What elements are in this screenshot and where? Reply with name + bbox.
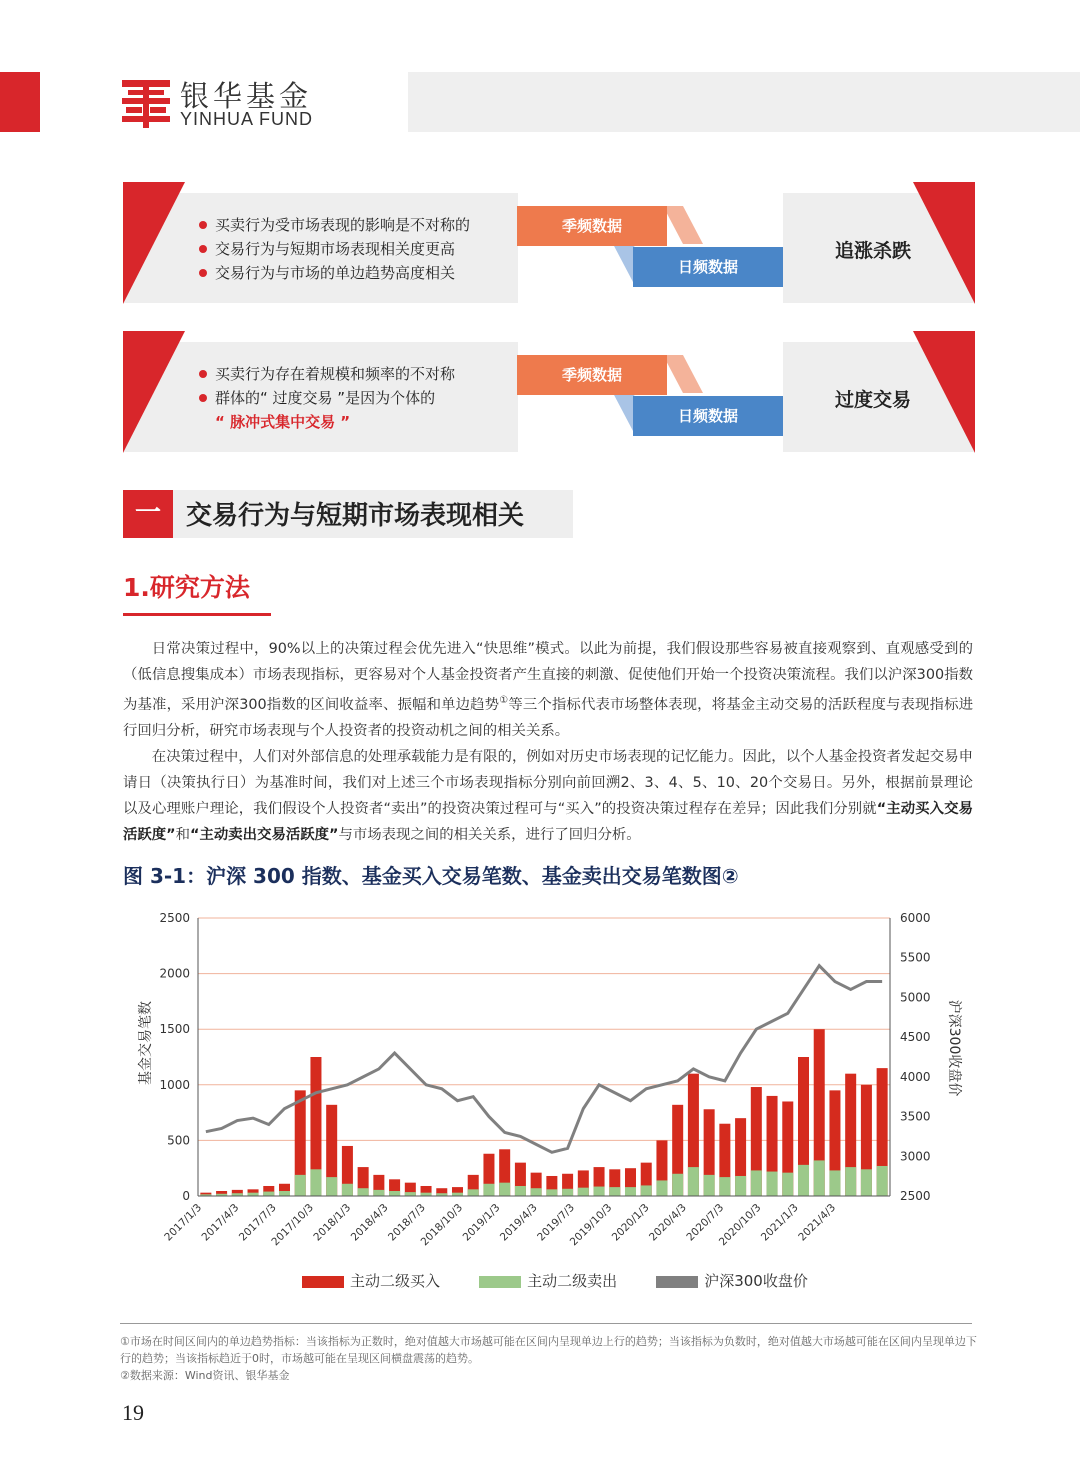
paragraph-emphasis: “主动卖出交易活跃度” xyxy=(190,826,339,843)
x-tick-label: 2017/10/3 xyxy=(269,1201,316,1249)
sell-bar xyxy=(358,1188,369,1196)
x-tick-label: 2018/4/3 xyxy=(348,1201,391,1244)
flow-block-2 xyxy=(123,331,975,453)
y2-tick-label: 6000 xyxy=(900,911,931,925)
sell-bar xyxy=(735,1176,746,1196)
sell-bar xyxy=(798,1165,809,1196)
subsection-title: 1.研究方法 xyxy=(123,573,250,602)
subsection-underline xyxy=(123,613,271,616)
x-tick-label: 2019/1/3 xyxy=(460,1201,503,1244)
paragraph-text: 日常决策过程中，90%以上的决策过程会优先进入“快思维”模式。以此为前提，我们假设那些容易被直接观察到、直观感受到的（低信息搜集成本）市场表现指标，更容易对个人基金投资者产生直接的刺激、促使他们开始一个投资决策流程。我们以沪深300指数为基准，采用沪深300指数的区间收益率、振幅和单边趋势 xyxy=(123,641,973,713)
y-tick-label: 2000 xyxy=(159,966,190,981)
chart xyxy=(120,900,980,1300)
sell-bar xyxy=(751,1170,762,1196)
x-tick-label: 2021/4/3 xyxy=(796,1201,839,1244)
legend-item-index xyxy=(656,1272,808,1290)
paragraph-text: 与市场表现之间的相关关系，进行了回归分析。 xyxy=(338,826,641,843)
paragraph-1 xyxy=(123,636,973,744)
sell-bar xyxy=(310,1169,321,1196)
sell-bar xyxy=(515,1186,526,1196)
paragraph-emphasis: “主动买入交易活跃度” xyxy=(123,800,973,843)
sell-bar xyxy=(704,1175,715,1196)
paragraph-text: 和 xyxy=(175,826,191,843)
x-tick-label: 2020/4/3 xyxy=(647,1201,689,1244)
sell-bar xyxy=(483,1184,494,1196)
x-tick-label: 2019/4/3 xyxy=(497,1201,540,1244)
y2-tick-label: 5000 xyxy=(900,990,931,1005)
sell-bar xyxy=(405,1192,416,1196)
sell-bar xyxy=(452,1193,463,1196)
y-tick-label: 0 xyxy=(182,1189,190,1203)
logo-chinese-name: 银华基金 xyxy=(180,79,313,113)
bullet-item: 交易行为与市场的单边趋势高度相关 xyxy=(199,261,470,285)
y2-tick-label: 3500 xyxy=(900,1109,931,1124)
flow-result-label: 追涨杀跌 xyxy=(834,240,911,262)
legend-item-buy xyxy=(302,1272,440,1290)
y2-tick-label: 5500 xyxy=(900,950,931,965)
footnote-divider xyxy=(120,1323,972,1324)
sell-bar xyxy=(845,1167,856,1196)
page-number: 19 xyxy=(122,1400,144,1425)
sell-bar xyxy=(531,1188,542,1196)
x-tick-label: 2018/1/3 xyxy=(311,1201,354,1244)
sell-bar xyxy=(877,1166,888,1196)
sell-bar xyxy=(263,1192,274,1196)
tag-daily-data: 日频数据 xyxy=(633,247,783,287)
x-tick-label: 2020/1/3 xyxy=(609,1201,652,1244)
sell-bar xyxy=(468,1189,479,1196)
header-gray-bar xyxy=(408,72,1080,132)
sell-bar xyxy=(829,1170,840,1196)
y2-tick-label: 3000 xyxy=(900,1149,931,1164)
tag-quarterly-data: 季频数据 xyxy=(517,355,667,395)
y2-tick-label: 4500 xyxy=(900,1030,931,1045)
legend-item-sell xyxy=(479,1272,617,1290)
sell-bar xyxy=(861,1169,872,1196)
sell-bar xyxy=(767,1172,778,1196)
sell-bar xyxy=(373,1190,384,1196)
x-tick-label: 2020/7/3 xyxy=(684,1201,727,1244)
figure-title: 图 3-1：沪深 300 指数、基金买入交易笔数、基金卖出交易笔数图② xyxy=(123,864,739,888)
bullet-item-highlight: “ 脉冲式集中交易 ” xyxy=(215,413,351,431)
x-tick-label: 2019/7/3 xyxy=(535,1201,578,1244)
y-tick-label: 1000 xyxy=(159,1077,190,1092)
sell-bar xyxy=(672,1174,683,1196)
legend-label: 主动二级买入 xyxy=(350,1272,441,1290)
x-tick-label: 2020/10/3 xyxy=(716,1201,764,1249)
sell-bar xyxy=(578,1188,589,1196)
y-tick-label: 2500 xyxy=(159,911,190,925)
x-tick-label: 2019/10/3 xyxy=(567,1201,615,1249)
footnote-ref: ① xyxy=(499,695,509,706)
sell-bar xyxy=(719,1177,730,1196)
bullet-item: 买卖行为存在着规模和频率的不对称 xyxy=(199,362,455,386)
paragraph-2 xyxy=(123,744,973,848)
x-tick-label: 2017/4/3 xyxy=(199,1201,242,1244)
y-tick-label: 500 xyxy=(167,1133,190,1148)
tag-quarterly-data: 季频数据 xyxy=(517,206,667,246)
x-tick-label: 2021/1/3 xyxy=(758,1201,801,1244)
flow-block-1 xyxy=(123,182,975,304)
sell-bar xyxy=(656,1180,667,1196)
legend-swatch xyxy=(302,1276,344,1288)
sell-bar xyxy=(814,1160,825,1196)
y2-tick-label: 2500 xyxy=(900,1189,931,1203)
legend-label: 主动二级卖出 xyxy=(527,1272,618,1290)
x-tick-label: 2018/10/3 xyxy=(418,1201,466,1249)
x-tick-label: 2017/1/3 xyxy=(162,1201,205,1244)
y2-tick-label: 4000 xyxy=(900,1069,931,1084)
legend-swatch xyxy=(479,1276,521,1288)
tag-daily-data: 日频数据 xyxy=(633,396,783,436)
bullet-item: 群体的“ 过度交易 ”是因为个体的 xyxy=(199,386,455,410)
buy-bars xyxy=(200,1029,887,1196)
legend-swatch xyxy=(656,1276,698,1288)
sell-bar xyxy=(782,1173,793,1196)
header-red-bar xyxy=(0,72,40,132)
sell-bar xyxy=(295,1175,306,1196)
chart-legend xyxy=(302,1270,862,1291)
sell-bar xyxy=(546,1189,557,1196)
y2-axis-label: 沪深300收盘价 xyxy=(946,999,962,1097)
body-text xyxy=(123,636,973,848)
sell-bar xyxy=(594,1187,605,1196)
paragraph-text: 等三个指标代表市场整体表现，将基金主动交易的活跃程度与表现指标进行回归分析，研究市场表现与个人投资者的投资动机之间的相关关系。 xyxy=(123,696,973,739)
index-series-line xyxy=(206,966,882,1153)
sell-bar xyxy=(421,1193,432,1196)
footnote-2: ②数据来源：Wind资讯、银华基金 xyxy=(120,1369,290,1382)
index-line xyxy=(206,966,882,1153)
flow-bullets-1 xyxy=(199,213,470,285)
sell-bar xyxy=(688,1167,699,1196)
x-tick-label: 2017/7/3 xyxy=(236,1201,279,1244)
footnote-1: ①市场在时间区间内的单边趋势指标：当该指标为正数时，绝对值越大市场越可能在区间内呈现单边上行的趋势；当该指标为负数时，绝对值越大市场越可能在区间内呈现单边下行的趋势；当该指标趋近于0时，市场越可能在呈现区间横盘震荡的趋势。 xyxy=(120,1335,977,1365)
sell-bar xyxy=(641,1185,652,1196)
sell-bar xyxy=(609,1187,620,1196)
paragraph-text: 在决策过程中，人们对外部信息的处理承载能力是有限的，例如对历史市场表现的记忆能力。因此，以个人基金投资者发起交易申请日（决策执行日）为基准时间，我们对上述三个市场表现指标分别向前回溯2、3、4、5、10、20个交易日。另外，根据前景理论以及心理账户理论，我们假设个人投资者“卖出”的投资决策过程可与“买入”的投资决策过程存在差异；因此我们分别就 xyxy=(123,748,973,817)
sell-bar xyxy=(342,1184,353,1196)
section-title: 交易行为与短期市场表现相关 xyxy=(186,501,525,531)
x-tick-label: 2018/7/3 xyxy=(386,1201,428,1244)
y-tick-label: 1500 xyxy=(159,1022,190,1037)
sell-bar xyxy=(279,1191,290,1196)
y-axis-label: 基金交易笔数 xyxy=(138,1001,154,1085)
logo-mark-icon xyxy=(120,78,172,128)
section-number: 一 xyxy=(123,490,173,538)
bullet-item: 交易行为与短期市场表现相关度更高 xyxy=(199,237,470,261)
flow-bullets-2 xyxy=(199,362,455,434)
logo-english-name: YINHUA FUND xyxy=(180,109,314,129)
legend-label: 沪深300收盘价 xyxy=(704,1272,808,1290)
sell-bar xyxy=(248,1193,259,1196)
sell-bar xyxy=(562,1189,573,1196)
bullet-item: 买卖行为受市场表现的影响是不对称的 xyxy=(199,213,470,237)
flow-result-label: 过度交易 xyxy=(834,389,911,411)
sell-bar xyxy=(625,1187,636,1196)
sell-bar xyxy=(326,1177,337,1196)
sell-bar xyxy=(389,1191,400,1196)
sell-bar xyxy=(499,1183,510,1196)
